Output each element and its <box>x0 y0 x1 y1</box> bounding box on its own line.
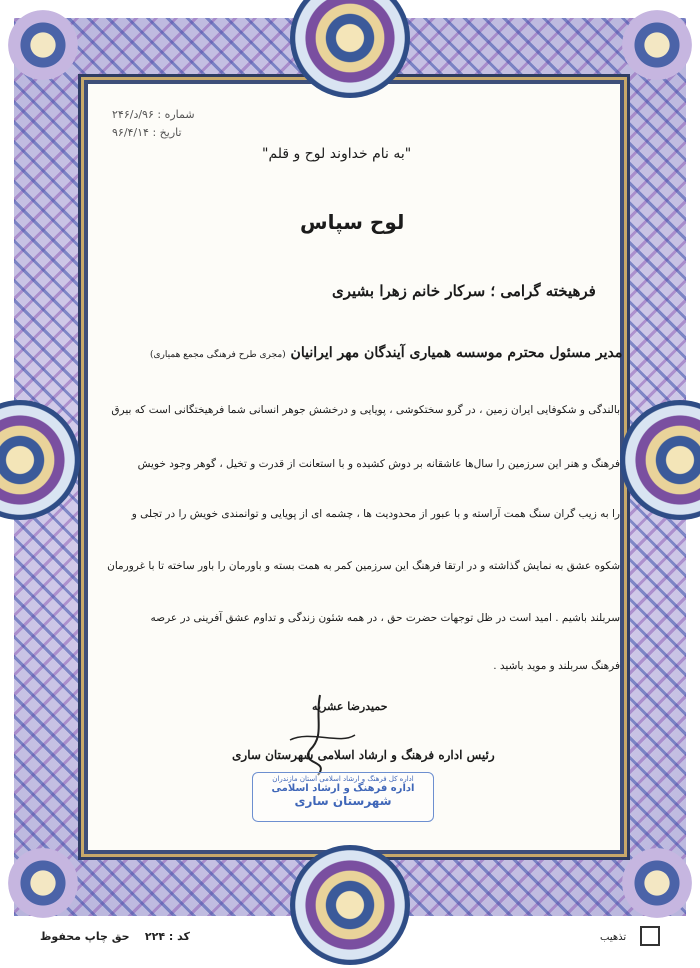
body-line: شکوه عشق به نمایش گذاشته و در ارتقا فرهنگ این سرزمین کمر به همت بسته و باورمان را باور ساخته تا با غرورمان <box>107 560 620 572</box>
position-main: مدیر مسئول محترم موسسه همیاری آیندگان مهر ایرانیان <box>290 345 623 361</box>
date-value: ۹۶/۴/۱۴ <box>112 126 149 139</box>
copyright-text: حق چاپ محفوظ <box>40 930 130 943</box>
position-line <box>150 345 622 361</box>
letter-date <box>112 126 182 139</box>
signer-name: حمیدرضا عشریه <box>312 700 388 713</box>
body-line: را به زیب گران سنگ همت آراسته و با عبور از محدودیت ها ، چشمه ای از پویایی و توانمندی خویش را در تجلی و <box>131 508 620 520</box>
number-label: شماره : <box>157 108 195 121</box>
corner-ornament-icon <box>8 848 78 918</box>
corner-ornament-icon <box>622 848 692 918</box>
footer-code <box>40 930 190 943</box>
official-stamp <box>252 772 434 822</box>
recipient-line: فرهیخته گرامی ؛ سرکار خانم زهرا بشیری <box>332 282 596 300</box>
stamp-line: اداره فرهنگ و ارشاد اسلامی <box>271 783 415 794</box>
stamp-line: شهرستان ساری <box>294 794 392 808</box>
date-label: تاریخ : <box>152 126 182 139</box>
page-title: لوح سپاس <box>300 210 405 234</box>
signer-title: رئیس اداره فرهنگ و ارشاد اسلامی شهرستان ساری <box>232 748 495 762</box>
illuminator-logo-icon <box>640 926 660 946</box>
print-code: کد : ۲۲۴ <box>144 930 190 943</box>
illuminator-label: تذهیب <box>600 932 627 943</box>
position-note: (مجری طرح فرهنگی مجمع همیاری) <box>150 350 286 360</box>
body-line: فرهنگ و هنر این سرزمین را سال‌ها عاشقانه بر دوش کشیده و با استعانت از قدرت و تخیل ، گوهر وجود خویش <box>137 458 620 470</box>
illuminator-credit <box>600 926 680 948</box>
body-line: فرهنگ سربلند و موید باشید . <box>493 660 620 672</box>
bottom-medallion-icon <box>290 845 410 965</box>
body-line: بالندگی و شکوفایی ایران زمین ، در گرو سختکوشی ، پویایی و درخشش جوهر انسانی شما فرهیختگانی است که بیرق <box>111 404 620 416</box>
invocation: "به نام خداوند لوح و قلم" <box>262 146 412 162</box>
letter-number <box>112 108 195 121</box>
body-line: سربلند باشیم . امید است در ظل توجهات حضرت حق ، در همه شئون زندگی و تداوم عشق آفرینی در عرصه <box>150 612 620 624</box>
stamp-line: اداره کل فرهنگ و ارشاد اسلامی استان مازندران <box>272 775 414 783</box>
corner-ornament-icon <box>8 10 78 80</box>
corner-ornament-icon <box>622 10 692 80</box>
number-value: ۹۶/د/۲۴۶ <box>112 108 154 121</box>
